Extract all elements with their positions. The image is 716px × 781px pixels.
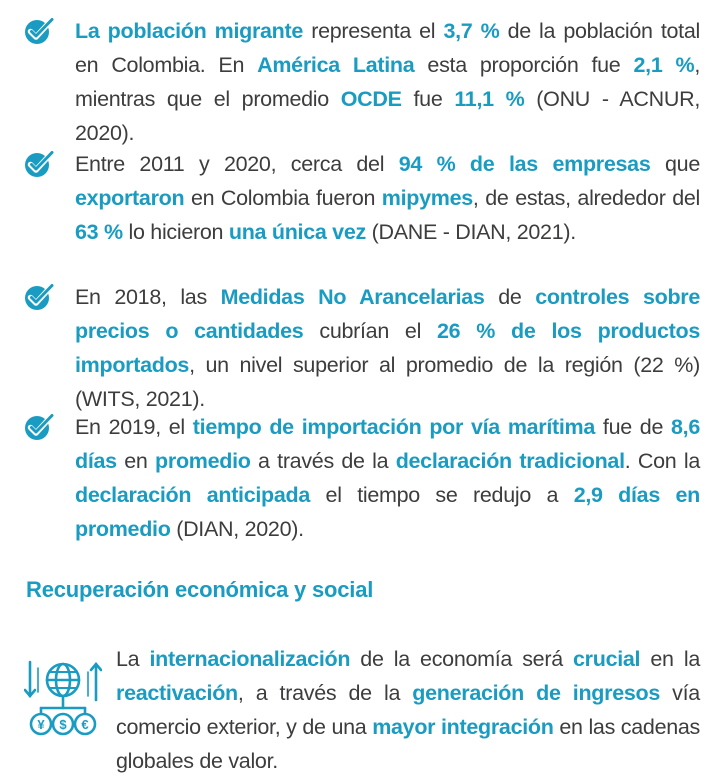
- body-text: , un nivel superior al promedio de la región (22 %) (WITS, 2021).: [75, 353, 700, 411]
- body-text: en la: [640, 647, 700, 671]
- highlight-text: mipymes: [381, 186, 473, 210]
- highlight-text: 2,9 días en promedio: [75, 483, 700, 541]
- highlight-text: 26 % de los productos importados: [75, 319, 700, 377]
- check-icon: [24, 280, 56, 312]
- section-title: Recuperación económica y social: [26, 577, 374, 602]
- body-text: esta proporción fue: [414, 53, 634, 77]
- body-text: en Colombia fueron: [184, 186, 382, 210]
- body-text: fue de: [595, 415, 671, 439]
- body-text: fue: [401, 87, 455, 111]
- body-text: . Con la: [624, 449, 701, 473]
- highlight-text: 3,7 %: [443, 19, 500, 43]
- bullet-text: [75, 14, 700, 150]
- section-paragraph: [116, 642, 700, 778]
- body-text: En 2018, las: [75, 285, 221, 309]
- check-icon: [24, 410, 56, 442]
- highlight-text: exportaron: [75, 186, 185, 210]
- euro-symbol: €: [81, 717, 89, 732]
- body-text: de: [484, 285, 536, 309]
- body-text: (DIAN, 2020).: [170, 517, 304, 541]
- highlight-text: tiempo de importación por vía marítima: [192, 415, 596, 439]
- highlight-text: crucial: [573, 647, 641, 671]
- body-text: , a través de la: [237, 681, 413, 705]
- body-text: vía comercio exterior, y de una: [116, 681, 700, 739]
- dollar-symbol: $: [59, 717, 67, 732]
- highlight-text: declaración anticipada: [75, 483, 311, 507]
- body-text: representa el: [303, 19, 444, 43]
- body-text: de la economía será: [350, 647, 574, 671]
- body-text: En 2019, el: [75, 415, 193, 439]
- body-text: a través de la: [250, 449, 396, 473]
- body-text: (ONU - ACNUR, 2020).: [75, 87, 700, 145]
- highlight-text: 2,1 %: [633, 53, 695, 77]
- highlight-text: reactivación: [116, 681, 238, 705]
- body-text: , de estas, alrededor del: [472, 186, 700, 210]
- body-text: (DANE - DIAN, 2021).: [365, 220, 576, 244]
- highlight-text: declaración tradicional: [395, 449, 625, 473]
- body-text: en las cadenas globales de valor.: [116, 715, 700, 773]
- highlight-text: América Latina: [257, 53, 415, 77]
- body-text: , mientras que el promedio: [75, 53, 700, 111]
- highlight-text: OCDE: [340, 87, 402, 111]
- highlight-text: 8,6 días: [75, 415, 700, 473]
- highlight-text: 11,1 %: [454, 87, 525, 111]
- highlight-text: 63 %: [75, 220, 123, 244]
- body-text: Entre 2011 y 2020, cerca del: [75, 152, 399, 176]
- check-icon: [24, 147, 56, 179]
- check-icon: [24, 14, 56, 46]
- bullet-text: [75, 147, 700, 249]
- body-text: en: [116, 449, 156, 473]
- body-text: de la población total en Colombia. En: [75, 19, 700, 77]
- highlight-text: promedio: [155, 449, 251, 473]
- highlight-text: controles sobre precios o cantidades: [75, 285, 700, 343]
- yen-symbol: ¥: [37, 717, 45, 732]
- highlight-text: internacionalización: [149, 647, 351, 671]
- highlight-text: Medidas No Arancelarias: [220, 285, 485, 309]
- highlight-text: La población migrante: [75, 19, 304, 43]
- highlight-text: una única vez: [228, 220, 366, 244]
- highlight-text: generación de ingresos: [412, 681, 661, 705]
- body-text: La: [116, 647, 150, 671]
- highlight-text: 94 % de las empresas: [398, 152, 651, 176]
- globe-trade-icon: [24, 658, 102, 738]
- body-text: el tiempo se redujo a: [310, 483, 574, 507]
- body-text: lo hicieron: [122, 220, 229, 244]
- bullet-text: [75, 410, 700, 546]
- body-text: cubrían el: [303, 319, 438, 343]
- highlight-text: mayor integración: [372, 715, 554, 739]
- bullet-text: [75, 280, 700, 416]
- body-text: que: [650, 152, 700, 176]
